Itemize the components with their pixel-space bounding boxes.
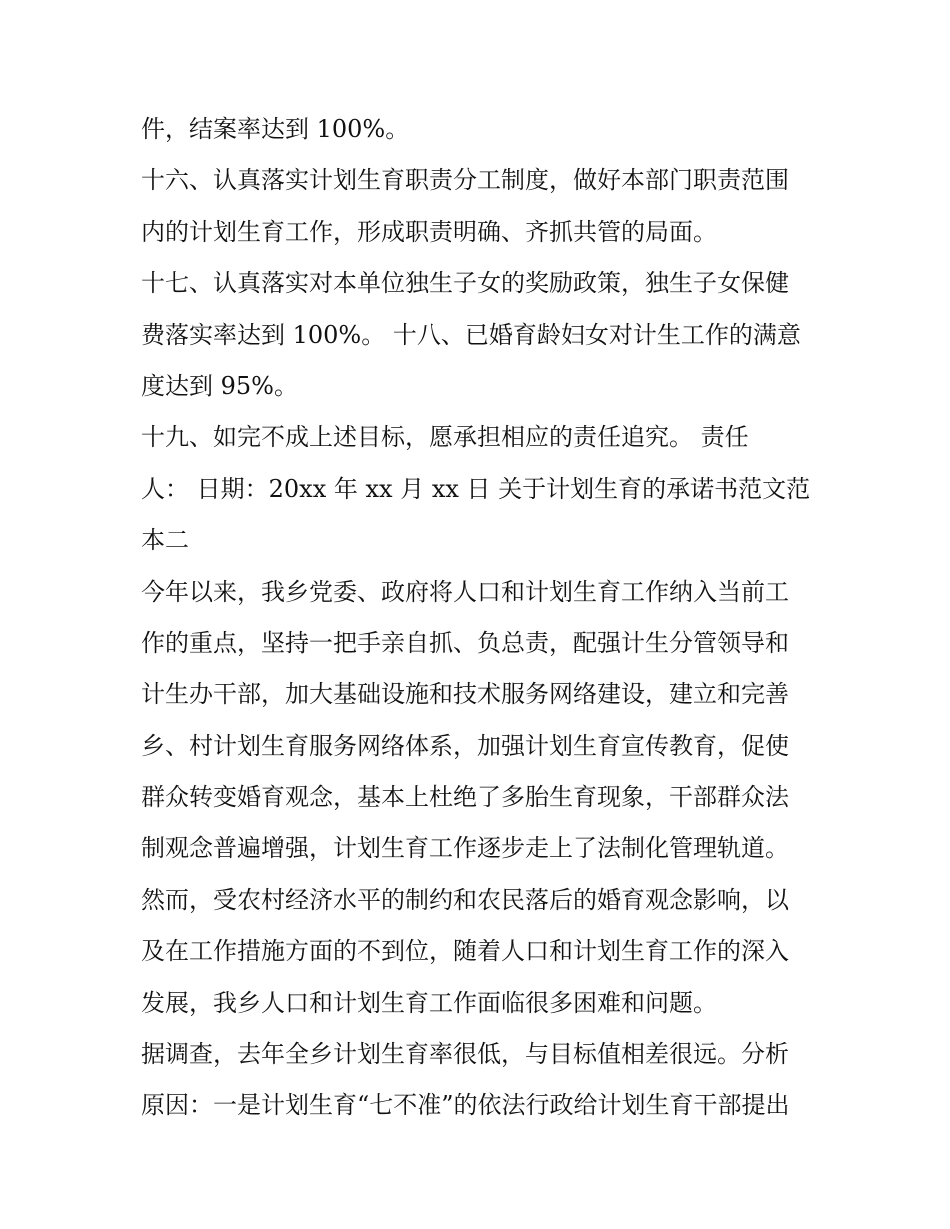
text-line: 作的重点，坚持一把手亲自抓、负总责，配强计生分管领导和 [141, 628, 789, 657]
text-line: 及在工作措施方面的不到位，随着人口和计划生育工作的深入 [141, 937, 789, 966]
document-body [141, 107, 816, 1135]
text-line: 十九、如完不成上述目标，愿承担相应的责任追究。 责任 [141, 423, 749, 452]
text-line: 乡、村计划生育服务网络体系，加强计划生育宣传教育，促使 [141, 731, 789, 760]
text-line: 今年以来，我乡党委、政府将人口和计划生育工作纳入当前工 [141, 577, 789, 606]
text-line: 制观念普遍增强，计划生育工作逐步走上了法制化管理轨道。 [141, 834, 789, 863]
text-line: 人： 日期：20xx 年 xx 月 xx 日 关于计划生育的承诺书范文范 [141, 474, 811, 503]
text-line: 度达到 95%。 [141, 371, 298, 400]
text-line: 发展，我乡人口和计划生育工作面临很多困难和问题。 [141, 988, 717, 1017]
text-line: 十六、认真落实计划生育职责分工制度，做好本部门职责范围 [141, 166, 789, 195]
text-line: 据调查，去年全乡计划生育率很低，与目标值相差很远。分析 [141, 1040, 789, 1069]
text-line: 本二 [141, 526, 189, 555]
text-line: 内的计划生育工作，形成职责明确、齐抓共管的局面。 [141, 217, 717, 246]
text-line: 然而，受农村经济水平的制约和农民落后的婚育观念影响，以 [141, 885, 789, 914]
text-line: 十七、认真落实对本单位独生子女的奖励政策，独生子女保健 [141, 269, 789, 298]
text-line: 计生办干部，加大基础设施和技术服务网络建设，建立和完善 [141, 680, 789, 709]
text-line: 件，结案率达到 100%。 [141, 115, 410, 143]
text-line: 原因：一是计划生育“七不准”的依法行政给计划生育干部提出 [141, 1091, 790, 1120]
text-line: 群众转变婚育观念，基本上杜绝了多胎生育现象，干部群众法 [141, 783, 789, 812]
text-line: 费落实率达到 100%。 十八、已婚育龄妇女对计生工作的满意 [141, 320, 801, 349]
